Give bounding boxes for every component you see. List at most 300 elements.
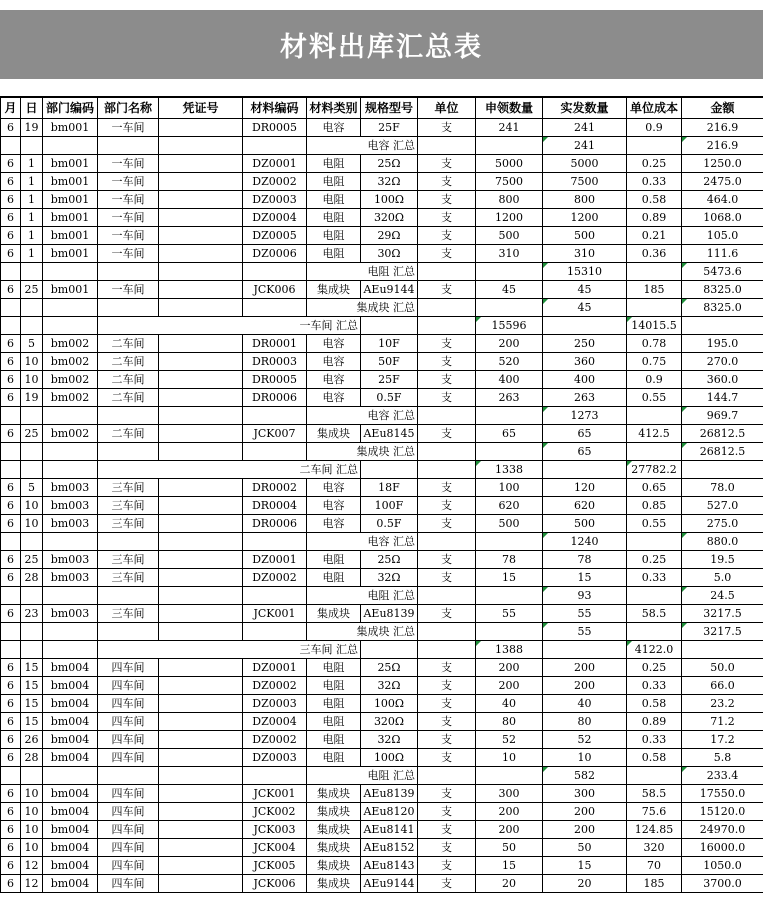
cell-spec-model[interactable]: 30Ω — [361, 245, 418, 263]
cell-issued-qty[interactable]: 500 — [543, 227, 627, 245]
cell-amount[interactable]: 2475.0 — [682, 173, 763, 191]
cell-voucher-no[interactable] — [159, 785, 243, 803]
cell-day[interactable] — [21, 317, 43, 335]
cell-unit-cost[interactable]: 70 — [627, 857, 682, 875]
cell-material-code[interactable]: JCK005 — [243, 857, 307, 875]
cell-day[interactable]: 1 — [21, 155, 43, 173]
cell-material-category[interactable]: 集成块 — [307, 839, 361, 857]
cell-requested-qty[interactable]: 200 — [476, 821, 543, 839]
cell-voucher-no[interactable] — [159, 299, 243, 317]
cell-material-code[interactable]: DR0005 — [243, 371, 307, 389]
cell-spec-model[interactable]: AEu8152 — [361, 839, 418, 857]
cell-voucher-no[interactable] — [159, 515, 243, 533]
cell-voucher-no[interactable] — [159, 173, 243, 191]
cell-material-category[interactable]: 电阻 — [307, 695, 361, 713]
cell-issued-qty[interactable]: 300 — [543, 785, 627, 803]
cell-dept-name[interactable]: 四车间 — [98, 677, 159, 695]
cell-requested-qty[interactable]: 500 — [476, 515, 543, 533]
cell-dept-name[interactable]: 三车间 — [98, 515, 159, 533]
cell-amount[interactable]: 1068.0 — [682, 209, 763, 227]
cell-dept-name[interactable] — [98, 767, 159, 785]
cell-spec-model[interactable]: 100Ω — [361, 191, 418, 209]
cell-month[interactable] — [1, 137, 21, 155]
cell-issued-qty[interactable]: 52 — [543, 731, 627, 749]
header-material-category[interactable]: 材料类别 — [307, 97, 361, 119]
cell-issued-qty-total[interactable]: 1388 — [476, 641, 543, 659]
cell-material-code[interactable] — [243, 137, 307, 155]
cell-unit-cost[interactable]: 0.33 — [627, 569, 682, 587]
cell-voucher-no[interactable] — [159, 605, 243, 623]
cell-month[interactable]: 6 — [1, 281, 21, 299]
cell-dept-name[interactable]: 二车间 — [98, 353, 159, 371]
cell-dept-name[interactable]: 三车间 — [98, 551, 159, 569]
cell-empty[interactable] — [418, 263, 476, 281]
cell-unit[interactable]: 支 — [418, 425, 476, 443]
cell-unit[interactable]: 支 — [418, 785, 476, 803]
cell-dept-name[interactable]: 四车间 — [98, 713, 159, 731]
cell-empty[interactable] — [418, 317, 476, 335]
cell-requested-qty[interactable]: 40 — [476, 695, 543, 713]
cell-material-code[interactable]: DZ0005 — [243, 227, 307, 245]
cell-month[interactable]: 6 — [1, 695, 21, 713]
cell-unit-cost[interactable]: 0.89 — [627, 713, 682, 731]
cell-month[interactable]: 6 — [1, 497, 21, 515]
cell-amount[interactable]: 17.2 — [682, 731, 763, 749]
cell-day[interactable]: 1 — [21, 209, 43, 227]
cell-unit[interactable]: 支 — [418, 479, 476, 497]
cell-dept-name[interactable] — [98, 407, 159, 425]
cell-issued-qty[interactable]: 55 — [543, 605, 627, 623]
cell-empty[interactable] — [418, 587, 476, 605]
cell-requested-qty[interactable]: 400 — [476, 371, 543, 389]
cell-material-code[interactable]: DZ0002 — [243, 569, 307, 587]
cell-month[interactable]: 6 — [1, 209, 21, 227]
cell-amount[interactable]: 1050.0 — [682, 857, 763, 875]
cell-empty[interactable] — [476, 299, 543, 317]
cell-requested-qty[interactable]: 800 — [476, 191, 543, 209]
department-total-label[interactable]: 一车间 汇总 — [98, 317, 361, 335]
cell-empty[interactable] — [418, 137, 476, 155]
cell-issued-qty[interactable]: 1200 — [543, 209, 627, 227]
cell-dept-name[interactable]: 二车间 — [98, 389, 159, 407]
cell-amount-total[interactable]: 4122.0 — [627, 641, 682, 659]
cell-voucher-no[interactable] — [159, 263, 243, 281]
cell-unit-cost[interactable]: 0.36 — [627, 245, 682, 263]
cell-empty[interactable] — [476, 263, 543, 281]
cell-issued-qty[interactable]: 400 — [543, 371, 627, 389]
cell-dept-code[interactable] — [43, 767, 98, 785]
cell-voucher-no[interactable] — [159, 875, 243, 893]
cell-amount[interactable]: 23.2 — [682, 695, 763, 713]
cell-amount[interactable]: 1250.0 — [682, 155, 763, 173]
cell-voucher-no[interactable] — [159, 623, 243, 641]
cell-unit[interactable]: 支 — [418, 875, 476, 893]
cell-amount[interactable]: 78.0 — [682, 479, 763, 497]
cell-material-code[interactable] — [243, 263, 307, 281]
cell-material-code[interactable]: JCK004 — [243, 839, 307, 857]
cell-issued-qty-total[interactable]: 1240 — [543, 533, 627, 551]
cell-material-code[interactable]: DR0006 — [243, 389, 307, 407]
cell-voucher-no[interactable] — [159, 497, 243, 515]
cell-dept-code[interactable] — [43, 461, 98, 479]
cell-amount[interactable]: 16000.0 — [682, 839, 763, 857]
cell-dept-name[interactable]: 一车间 — [98, 173, 159, 191]
cell-issued-qty[interactable]: 241 — [543, 119, 627, 137]
header-dept-name[interactable]: 部门名称 — [98, 97, 159, 119]
cell-empty[interactable] — [476, 407, 543, 425]
cell-month[interactable] — [1, 263, 21, 281]
cell-spec-model[interactable]: 25Ω — [361, 659, 418, 677]
cell-material-category[interactable]: 电容 — [307, 335, 361, 353]
cell-amount-total[interactable]: 14015.5 — [627, 317, 682, 335]
cell-day[interactable]: 28 — [21, 749, 43, 767]
cell-requested-qty[interactable]: 200 — [476, 677, 543, 695]
department-total-label[interactable]: 二车间 汇总 — [98, 461, 361, 479]
cell-material-code[interactable] — [243, 767, 307, 785]
cell-dept-code[interactable] — [43, 587, 98, 605]
cell-amount-total[interactable]: 5473.6 — [682, 263, 763, 281]
cell-spec-model[interactable]: 25F — [361, 371, 418, 389]
cell-issued-qty[interactable]: 65 — [543, 425, 627, 443]
cell-voucher-no[interactable] — [159, 533, 243, 551]
cell-unit[interactable]: 支 — [418, 551, 476, 569]
cell-empty[interactable] — [418, 767, 476, 785]
header-unit[interactable]: 单位 — [418, 97, 476, 119]
cell-day[interactable]: 15 — [21, 695, 43, 713]
category-subtotal-label[interactable]: 集成块 汇总 — [307, 623, 418, 641]
cell-material-code[interactable]: DZ0002 — [243, 173, 307, 191]
cell-voucher-no[interactable] — [159, 587, 243, 605]
cell-amount[interactable]: 66.0 — [682, 677, 763, 695]
cell-requested-qty[interactable]: 5000 — [476, 155, 543, 173]
cell-dept-code[interactable]: bm004 — [43, 839, 98, 857]
cell-day[interactable]: 5 — [21, 335, 43, 353]
cell-voucher-no[interactable] — [159, 407, 243, 425]
cell-issued-qty-total[interactable]: 582 — [543, 767, 627, 785]
cell-dept-name[interactable] — [98, 587, 159, 605]
cell-material-code[interactable]: DZ0003 — [243, 695, 307, 713]
cell-unit[interactable]: 支 — [418, 353, 476, 371]
cell-unit[interactable]: 支 — [418, 155, 476, 173]
cell-unit-cost[interactable]: 0.55 — [627, 389, 682, 407]
cell-unit-cost[interactable] — [543, 461, 627, 479]
cell-empty[interactable] — [476, 533, 543, 551]
cell-month[interactable] — [1, 461, 21, 479]
cell-material-category[interactable]: 电阻 — [307, 191, 361, 209]
cell-material-category[interactable]: 电阻 — [307, 551, 361, 569]
cell-amount-total[interactable]: 969.7 — [682, 407, 763, 425]
cell-amount-total[interactable]: 24.5 — [682, 587, 763, 605]
cell-requested-qty[interactable]: 55 — [476, 605, 543, 623]
category-subtotal-label[interactable]: 电容 汇总 — [307, 137, 418, 155]
cell-material-code[interactable]: JCK006 — [243, 875, 307, 893]
cell-amount[interactable]: 360.0 — [682, 371, 763, 389]
cell-spec-model[interactable]: 100F — [361, 497, 418, 515]
cell-material-category[interactable]: 集成块 — [307, 803, 361, 821]
cell-amount[interactable]: 71.2 — [682, 713, 763, 731]
cell-amount-total[interactable]: 8325.0 — [682, 299, 763, 317]
cell-material-code[interactable]: DZ0003 — [243, 749, 307, 767]
cell-unit-cost[interactable]: 0.21 — [627, 227, 682, 245]
cell-month[interactable]: 6 — [1, 731, 21, 749]
cell-material-code[interactable]: DR0004 — [243, 497, 307, 515]
cell-day[interactable]: 10 — [21, 497, 43, 515]
cell-dept-code[interactable]: bm001 — [43, 227, 98, 245]
cell-requested-qty[interactable]: 52 — [476, 731, 543, 749]
cell-spec-model[interactable]: AEu8145 — [361, 425, 418, 443]
cell-amount[interactable]: 3700.0 — [682, 875, 763, 893]
cell-unit-cost[interactable] — [627, 533, 682, 551]
cell-amount[interactable]: 527.0 — [682, 497, 763, 515]
cell-day[interactable]: 15 — [21, 659, 43, 677]
cell-unit[interactable]: 支 — [418, 119, 476, 137]
cell-day[interactable] — [21, 407, 43, 425]
cell-requested-qty[interactable]: 10 — [476, 749, 543, 767]
cell-dept-code[interactable]: bm004 — [43, 785, 98, 803]
cell-issued-qty[interactable]: 50 — [543, 839, 627, 857]
cell-issued-qty-total[interactable]: 1338 — [476, 461, 543, 479]
cell-day[interactable] — [21, 587, 43, 605]
cell-material-code[interactable]: JCK001 — [243, 605, 307, 623]
cell-dept-code[interactable]: bm003 — [43, 551, 98, 569]
cell-month[interactable]: 6 — [1, 353, 21, 371]
cell-empty[interactable] — [418, 623, 476, 641]
cell-month[interactable]: 6 — [1, 227, 21, 245]
cell-unit-cost[interactable]: 412.5 — [627, 425, 682, 443]
cell-issued-qty[interactable]: 200 — [543, 821, 627, 839]
cell-spec-model[interactable]: 100Ω — [361, 749, 418, 767]
cell-dept-code[interactable] — [43, 263, 98, 281]
cell-unit[interactable]: 支 — [418, 695, 476, 713]
cell-month[interactable]: 6 — [1, 119, 21, 137]
cell-dept-name[interactable]: 一车间 — [98, 191, 159, 209]
cell-material-category[interactable]: 电容 — [307, 353, 361, 371]
cell-issued-qty[interactable]: 40 — [543, 695, 627, 713]
cell-dept-name[interactable]: 四车间 — [98, 749, 159, 767]
cell-month[interactable]: 6 — [1, 839, 21, 857]
cell-empty[interactable] — [418, 461, 476, 479]
cell-unit-cost[interactable] — [627, 443, 682, 461]
cell-dept-code[interactable]: bm003 — [43, 569, 98, 587]
cell-spec-model[interactable]: 320Ω — [361, 209, 418, 227]
cell-voucher-no[interactable] — [159, 731, 243, 749]
cell-day[interactable] — [21, 767, 43, 785]
cell-voucher-no[interactable] — [159, 821, 243, 839]
cell-requested-qty[interactable]: 15 — [476, 857, 543, 875]
cell-spec-model[interactable]: 18F — [361, 479, 418, 497]
cell-dept-code[interactable]: bm001 — [43, 155, 98, 173]
cell-amount-total[interactable]: 216.9 — [682, 137, 763, 155]
cell-day[interactable]: 23 — [21, 605, 43, 623]
cell-day[interactable] — [21, 461, 43, 479]
cell-requested-qty[interactable]: 78 — [476, 551, 543, 569]
cell-empty[interactable] — [476, 587, 543, 605]
cell-issued-qty-total[interactable]: 15310 — [543, 263, 627, 281]
cell-dept-name[interactable]: 一车间 — [98, 227, 159, 245]
cell-day[interactable]: 25 — [21, 551, 43, 569]
cell-material-code[interactable]: JCK007 — [243, 425, 307, 443]
cell-day[interactable]: 26 — [21, 731, 43, 749]
cell-dept-code[interactable] — [43, 317, 98, 335]
cell-unit[interactable]: 支 — [418, 803, 476, 821]
cell-empty[interactable] — [476, 443, 543, 461]
cell-dept-name[interactable]: 一车间 — [98, 245, 159, 263]
cell-amount[interactable]: 111.6 — [682, 245, 763, 263]
cell-unit-cost[interactable]: 124.85 — [627, 821, 682, 839]
cell-unit[interactable]: 支 — [418, 209, 476, 227]
cell-issued-qty-total[interactable]: 55 — [543, 623, 627, 641]
cell-day[interactable]: 1 — [21, 227, 43, 245]
cell-spec-model[interactable]: 50F — [361, 353, 418, 371]
cell-spec-model[interactable]: 320Ω — [361, 713, 418, 731]
cell-amount[interactable]: 464.0 — [682, 191, 763, 209]
cell-voucher-no[interactable] — [159, 677, 243, 695]
category-subtotal-label[interactable]: 集成块 汇总 — [307, 443, 418, 461]
cell-unit-cost[interactable]: 0.9 — [627, 119, 682, 137]
cell-material-category[interactable]: 电阻 — [307, 173, 361, 191]
cell-material-code[interactable]: DZ0003 — [243, 191, 307, 209]
cell-day[interactable]: 15 — [21, 677, 43, 695]
cell-requested-qty[interactable]: 7500 — [476, 173, 543, 191]
cell-dept-code[interactable] — [43, 407, 98, 425]
header-amount[interactable]: 金额 — [682, 97, 763, 119]
cell-unit-cost[interactable]: 0.89 — [627, 209, 682, 227]
cell-empty[interactable] — [476, 137, 543, 155]
cell-requested-qty[interactable]: 520 — [476, 353, 543, 371]
cell-issued-qty[interactable]: 15 — [543, 569, 627, 587]
cell-month[interactable]: 6 — [1, 713, 21, 731]
cell-amount[interactable]: 275.0 — [682, 515, 763, 533]
cell-voucher-no[interactable] — [159, 119, 243, 137]
cell-month[interactable] — [1, 587, 21, 605]
header-day[interactable]: 日 — [21, 97, 43, 119]
cell-unit-cost[interactable] — [627, 263, 682, 281]
cell-dept-code[interactable] — [43, 443, 98, 461]
cell-dept-code[interactable]: bm003 — [43, 497, 98, 515]
cell-requested-qty[interactable]: 310 — [476, 245, 543, 263]
cell-dept-name[interactable] — [98, 299, 159, 317]
cell-requested-qty[interactable]: 1200 — [476, 209, 543, 227]
cell-requested-qty[interactable]: 263 — [476, 389, 543, 407]
cell-material-code[interactable]: DZ0004 — [243, 713, 307, 731]
cell-day[interactable]: 10 — [21, 785, 43, 803]
cell-dept-code[interactable]: bm004 — [43, 821, 98, 839]
cell-amount[interactable]: 24970.0 — [682, 821, 763, 839]
cell-month[interactable]: 6 — [1, 677, 21, 695]
cell-material-code[interactable] — [243, 407, 307, 425]
cell-material-category[interactable]: 集成块 — [307, 857, 361, 875]
cell-material-code[interactable]: JCK003 — [243, 821, 307, 839]
cell-unit-cost[interactable]: 0.25 — [627, 155, 682, 173]
cell-material-category[interactable]: 电容 — [307, 479, 361, 497]
cell-empty[interactable] — [418, 299, 476, 317]
cell-voucher-no[interactable] — [159, 137, 243, 155]
cell-amount-total[interactable]: 3217.5 — [682, 623, 763, 641]
cell-day[interactable]: 1 — [21, 173, 43, 191]
cell-voucher-no[interactable] — [159, 479, 243, 497]
cell-empty[interactable] — [418, 443, 476, 461]
cell-voucher-no[interactable] — [159, 389, 243, 407]
cell-voucher-no[interactable] — [159, 425, 243, 443]
cell-dept-code[interactable]: bm004 — [43, 803, 98, 821]
cell-spec-model[interactable]: 32Ω — [361, 569, 418, 587]
cell-voucher-no[interactable] — [159, 281, 243, 299]
cell-dept-code[interactable]: bm004 — [43, 749, 98, 767]
cell-issued-qty[interactable]: 15 — [543, 857, 627, 875]
cell-unit[interactable]: 支 — [418, 821, 476, 839]
cell-month[interactable] — [1, 533, 21, 551]
cell-month[interactable]: 6 — [1, 389, 21, 407]
cell-month[interactable]: 6 — [1, 659, 21, 677]
cell-spec-model[interactable]: 32Ω — [361, 173, 418, 191]
cell-month[interactable]: 6 — [1, 191, 21, 209]
cell-dept-code[interactable] — [43, 533, 98, 551]
header-issued-qty[interactable]: 实发数量 — [543, 97, 627, 119]
cell-voucher-no[interactable] — [159, 695, 243, 713]
cell-issued-qty[interactable]: 500 — [543, 515, 627, 533]
cell-issued-qty-total[interactable]: 15596 — [476, 317, 543, 335]
cell-material-code[interactable]: DR0005 — [243, 119, 307, 137]
cell-empty[interactable] — [418, 407, 476, 425]
cell-month[interactable] — [1, 443, 21, 461]
category-subtotal-label[interactable]: 电阻 汇总 — [307, 263, 418, 281]
cell-day[interactable]: 10 — [21, 515, 43, 533]
cell-month[interactable]: 6 — [1, 335, 21, 353]
cell-dept-name[interactable]: 二车间 — [98, 425, 159, 443]
cell-issued-qty-total[interactable]: 93 — [543, 587, 627, 605]
cell-unit-cost[interactable]: 0.58 — [627, 191, 682, 209]
cell-month[interactable]: 6 — [1, 821, 21, 839]
cell-dept-name[interactable]: 一车间 — [98, 209, 159, 227]
cell-dept-name[interactable]: 一车间 — [98, 119, 159, 137]
cell-material-code[interactable]: JCK002 — [243, 803, 307, 821]
header-dept-code[interactable]: 部门编码 — [43, 97, 98, 119]
cell-issued-qty[interactable]: 5000 — [543, 155, 627, 173]
cell-dept-code[interactable]: bm001 — [43, 209, 98, 227]
cell-dept-name[interactable]: 二车间 — [98, 335, 159, 353]
cell-unit[interactable]: 支 — [418, 227, 476, 245]
cell-dept-name[interactable]: 三车间 — [98, 479, 159, 497]
cell-day[interactable]: 1 — [21, 191, 43, 209]
cell-dept-name[interactable]: 四车间 — [98, 839, 159, 857]
cell-day[interactable]: 10 — [21, 371, 43, 389]
cell-voucher-no[interactable] — [159, 857, 243, 875]
cell-month[interactable]: 6 — [1, 569, 21, 587]
category-subtotal-label[interactable]: 电容 汇总 — [307, 407, 418, 425]
cell-day[interactable]: 10 — [21, 821, 43, 839]
cell-unit-cost[interactable] — [627, 299, 682, 317]
cell-dept-name[interactable]: 四车间 — [98, 857, 159, 875]
cell-month[interactable]: 6 — [1, 857, 21, 875]
cell-material-category[interactable]: 电容 — [307, 389, 361, 407]
cell-unit[interactable]: 支 — [418, 713, 476, 731]
cell-material-code[interactable]: DZ0001 — [243, 155, 307, 173]
cell-unit[interactable]: 支 — [418, 749, 476, 767]
cell-requested-qty[interactable]: 500 — [476, 227, 543, 245]
cell-voucher-no[interactable] — [159, 551, 243, 569]
category-subtotal-label[interactable]: 集成块 汇总 — [307, 299, 418, 317]
cell-issued-qty-total[interactable]: 1273 — [543, 407, 627, 425]
cell-dept-name[interactable] — [98, 137, 159, 155]
cell-day[interactable]: 15 — [21, 713, 43, 731]
cell-requested-qty[interactable]: 241 — [476, 119, 543, 137]
cell-spec-model[interactable]: AEu8143 — [361, 857, 418, 875]
cell-month[interactable] — [1, 299, 21, 317]
cell-issued-qty[interactable]: 45 — [543, 281, 627, 299]
cell-amount[interactable]: 19.5 — [682, 551, 763, 569]
cell-voucher-no[interactable] — [159, 839, 243, 857]
cell-dept-code[interactable]: bm004 — [43, 695, 98, 713]
